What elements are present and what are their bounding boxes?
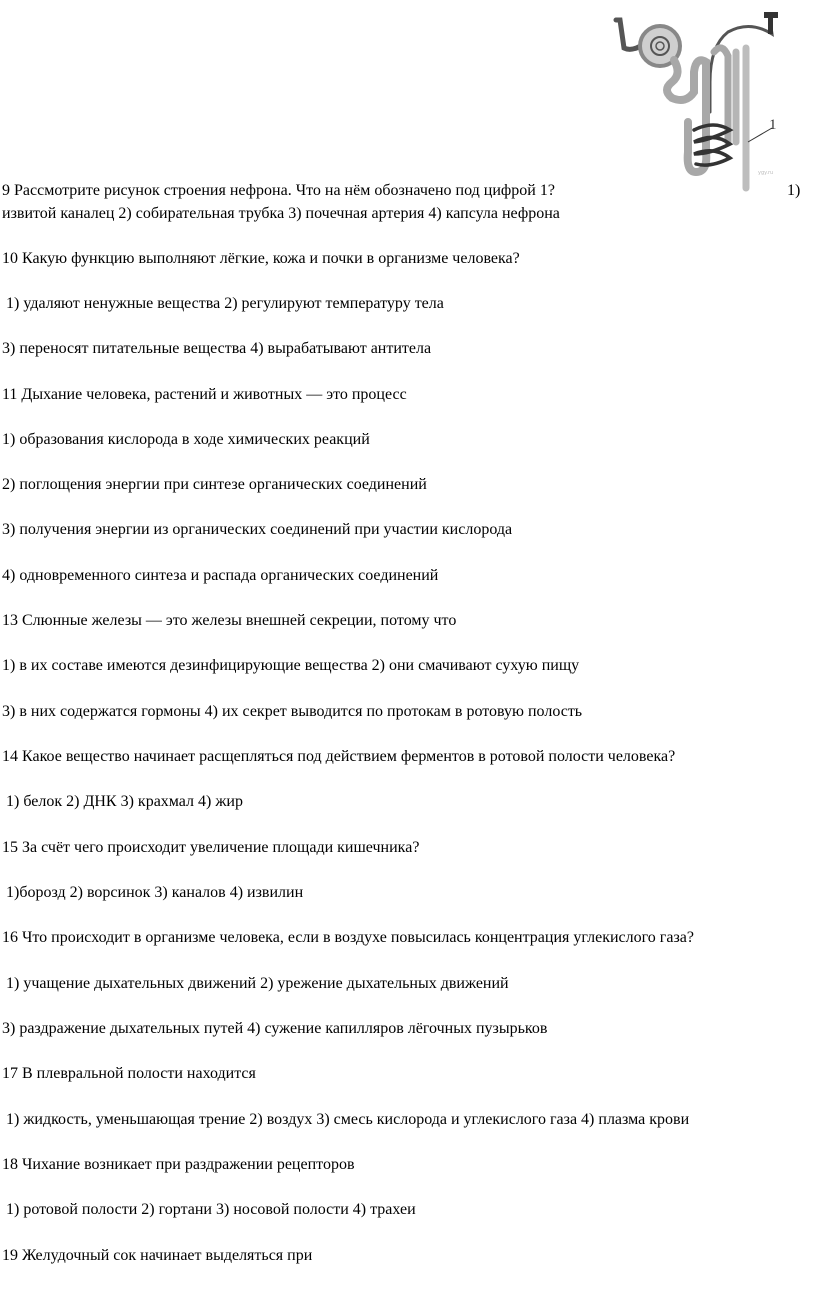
q16-options-2: 3) раздражение дыхательных путей 4) сужение капилляров лёгочных пузырьков [2, 1020, 548, 1037]
q13-options-2: 3) в них содержатся гормоны 4) их секрет выводится по протокам в ротовую полость [2, 703, 583, 720]
q11-option-1: 1) образования кислорода в ходе химических реакций [2, 431, 370, 448]
q9-options: извитой каналец 2) собирательная трубка 3) почечная артерия 4) капсула нефрона [2, 205, 560, 222]
q10-text: 10 Какую функцию выполняют лёгкие, кожа и почки в организме человека? [2, 250, 520, 267]
nephron-coil [694, 125, 730, 165]
q9-text: 9 Рассмотрите рисунок строения нефрона. Что на нём обозначено под цифрой 1? [2, 182, 555, 199]
figure-label-1: 1 [769, 117, 777, 133]
q15-text: 15 За счёт чего происходит увеличение площади кишечника? [2, 839, 420, 856]
q14-text: 14 Какое вещество начинает расщепляться под действием ферментов в ротовой полости человека? [2, 748, 676, 765]
q14-options: 1) белок 2) ДНК 3) крахмал 4) жир [2, 793, 243, 810]
q9-first-option: 1) [787, 182, 801, 199]
q17-options: 1) жидкость, уменьшающая трение 2) воздух 3) смесь кислорода и углекислого газа 4) плазма крови [2, 1111, 690, 1128]
q10-options-2: 3) переносят питательные вещества 4) вырабатывают антитела [2, 340, 432, 357]
q17-text: 17 В плевральной полости находится [2, 1065, 256, 1082]
q11-option-3: 3) получения энергии из органических соединений при участии кислорода [2, 521, 513, 538]
q11-option-4: 4) одновременного синтеза и распада органических соединений [2, 567, 439, 584]
q11-option-2: 2) поглощения энергии при синтезе органических соединений [2, 476, 427, 493]
nephron-figure [610, 12, 800, 192]
q15-options: 1)борозд 2) ворсинок 3) каналов 4) извилин [2, 884, 304, 901]
q13-text: 13 Слюнные железы — это железы внешней секреции, потому что [2, 612, 457, 629]
q16-options-1: 1) учащение дыхательных движений 2) урежение дыхательных движений [2, 975, 509, 992]
q18-text: 18 Чихание возникает при раздражении рецепторов [2, 1156, 355, 1173]
q13-options-1: 1) в их составе имеются дезинфицирующие вещества 2) они смачивают сухую пищу [2, 657, 580, 674]
q19-text: 19 Желудочный сок начинает выделяться при [2, 1247, 313, 1264]
q10-options-1: 1) удаляют ненужные вещества 2) регулируют температуру тела [2, 295, 444, 312]
q11-text: 11 Дыхание человека, растений и животных — это процесс [2, 386, 407, 403]
q18-options: 1) ротовой полости 2) гортани 3) носовой полости 4) трахеи [2, 1201, 416, 1218]
figure-watermark: ygy.ru [758, 170, 774, 176]
nephron-vessel [710, 20, 772, 112]
q16-text: 16 Что происходит в организме человека, если в воздухе повысилась концентрация углекислого газа? [2, 929, 694, 946]
